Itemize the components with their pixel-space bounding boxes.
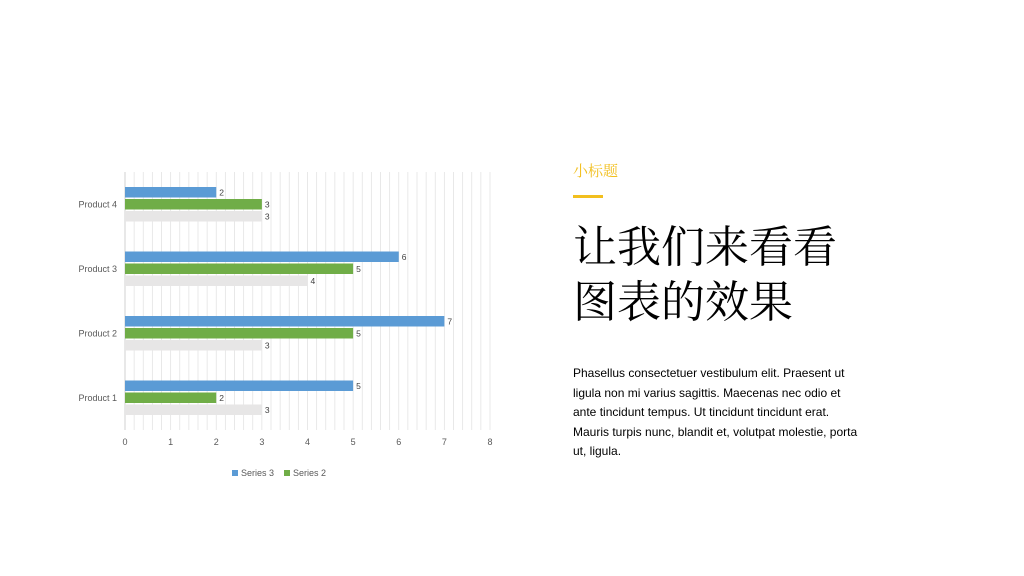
data-label: 3	[264, 405, 270, 415]
legend-label: Series 2	[293, 468, 327, 478]
bar	[125, 264, 353, 275]
legend-item	[284, 468, 326, 478]
bar	[125, 211, 262, 222]
bar	[125, 316, 444, 327]
data-label: 3	[264, 340, 270, 351]
x-tick-label: 4	[304, 437, 311, 447]
x-tick-label: 2	[213, 437, 219, 447]
data-label: 2	[219, 187, 224, 198]
bar-chart	[60, 160, 510, 490]
data-label: 7	[447, 316, 453, 327]
x-tick-label: 3	[259, 437, 265, 447]
bar	[125, 340, 262, 351]
bar	[125, 276, 308, 287]
data-label: 3	[264, 211, 270, 222]
data-label: 5	[356, 381, 361, 391]
legend-label: Series 3	[241, 468, 275, 478]
x-tick-label: 6	[396, 437, 402, 447]
headline-line-2: 图表的效果	[573, 277, 793, 328]
bar-chart-svg	[60, 160, 510, 460]
bar	[125, 187, 216, 198]
data-label: 3	[264, 199, 270, 210]
legend-swatch	[232, 470, 238, 476]
data-label: 4	[310, 276, 316, 286]
bar	[125, 405, 262, 416]
data-label: 5	[356, 264, 361, 274]
x-tick-label: 5	[350, 437, 356, 447]
y-category-label: Product 3	[78, 263, 117, 274]
data-label: 5	[356, 328, 361, 339]
headline	[573, 220, 873, 330]
y-category-label: Product 1	[78, 392, 117, 403]
y-category-label: Product 2	[78, 328, 117, 339]
data-label: 6	[401, 252, 407, 262]
data-label: 2	[219, 393, 224, 403]
headline-line-1: 让我们来看看	[573, 222, 837, 273]
legend-swatch	[284, 470, 290, 476]
chart-legend	[232, 468, 326, 478]
body-paragraph: Phasellus consectetuer vestibulum elit. Praesent ut ligula non mi varius sagittis. Maecenas nec odio et ante tincidunt tempus. Ut tincidunt tincidunt erat. Mauris turpis nunc, blandit et, volutpat molestie, porta ut, ligula.	[573, 366, 858, 458]
y-category-label: Product 4	[78, 199, 117, 210]
x-tick-label: 8	[487, 437, 493, 447]
bar	[125, 381, 353, 392]
legend-item	[232, 468, 274, 478]
bar	[125, 252, 399, 263]
x-tick-label: 0	[122, 437, 128, 447]
bar	[125, 328, 353, 339]
x-tick-label: 7	[441, 437, 447, 447]
x-tick-label: 1	[168, 437, 174, 447]
subtitle: 小标题	[573, 163, 619, 180]
text-panel	[573, 162, 873, 462]
accent-divider	[573, 195, 603, 198]
bar	[125, 393, 216, 404]
bar	[125, 199, 262, 210]
